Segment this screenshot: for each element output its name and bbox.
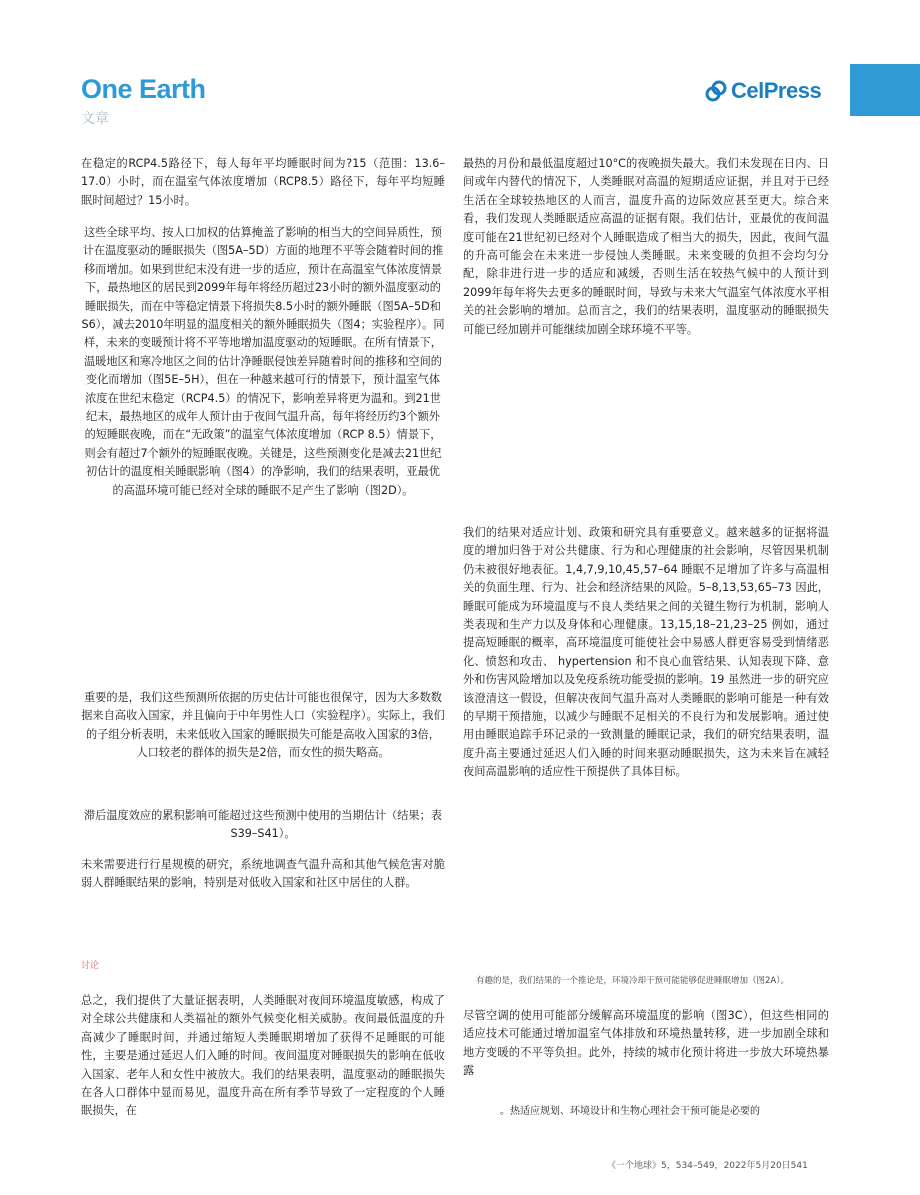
header-accent-bar [850, 64, 920, 116]
section-heading-discussion: 讨论 [81, 961, 100, 971]
left-paragraph-5: 未来需要进行行星规模的研究，系统地调查气温升高和其他气候危害对脆弱人群睡眠结果的影响，特别是对低收入国家和社区中居住的人群。 [81, 858, 445, 890]
figure-note: 有趣的是，我们结果的一个推论是，环境冷却干预可能能够促进睡眠增加（图2A）。 [476, 976, 789, 986]
left-paragraph-6: 总之，我们提供了大量证据表明，人类睡眠对夜间环境温度敏感，构成了对全球公共健康和人类福祉的额外气候变化相关威胁。夜间最低温度的升高减少了睡眠时间，并通过缩短人类睡眠期增加了获得不足睡眠的可能性，主要是通过延迟人们入睡的时间。夜间温度对睡眠损失的影响在低收入国家、老年人和女性中被放大。我们的结果表明，温度驱动的睡眠损失在各人口群体中显而易见，温度升高在所有季节导致了一定程度的个人睡眠损失，在 [81, 994, 445, 1118]
left-paragraph-2: 这些全球平均、按人口加权的估算掩盖了影响的相当大的空间异质性，预计在温度驱动的睡眠损失（图5A–5D）方面的地理不平等会随着时间的推移而增加。如果到世纪末没有进一步的适应，预计在高温室气体浓度情景下，最热地区的居民到2099年每年将经历超过23小时的额外温度驱动的睡眠损失，而在中等稳定情景下将损失8.5小时的额外睡眠（图5A–5D和S6），减去2010年明显的温度相关的额外睡眠损失（图4；实验程序）。同样，未来的变暖预计将不平等地增加温度驱动的短睡眠。在所有情景下，温暖地区和寒冷地区之间的估计净睡眠侵蚀差异随着时间的推移和空间的变化而增加（图5E–5H），但在一种越来越可行的情景下，预计温室气体浓度在世纪末稳定（RCP4.5）的情况下，影响差异将更为温和。到21世纪末，最热地区的成年人预计由于夜间气温升高，每年将经历约3个额外的短睡眠夜晚，而在“无政策”的温室气体浓度增加（RCP 8.5）情景下，则会有超过7个额外的短睡眠夜晚。关键是，这些预测变化是减去21世纪初估计的温度相关睡眠影响（图4）的净影响，我们的结果表明，亚最优的高温环境可能已经对全球的睡眠不足产生了影响（图2D）。 [81, 226, 445, 497]
left-paragraph-1: 在稳定的RCP4.5路径下，每人每年平均睡眠时间为?15（范围：13.6–17.0）小时，而在温室气体浓度增加（RCP8.5）路径下，每年平均短睡眠时间超过？15小时。 [81, 157, 445, 207]
right-paragraph-4: 。热适应规划、环境设计和生物心理社会干预可能是必要的 [500, 1106, 760, 1117]
left-paragraph-3: 重要的是，我们这些预测所依据的历史估计可能也很保守，因为大多数数据来自高收入国家，并且偏向于中年男性人口（实验程序）。实际上，我们的子组分析表明，未来低收入国家的睡眠损失可能是高收入国家的3倍，人口较老的群体的损失是2倍，而女性的损失略高。 [81, 691, 445, 760]
right-paragraph-1: 最热的月份和最低温度超过10°C的夜晚损失最大。我们未发现在日内、日间或年内替代的情况下，人类睡眠对高温的短期适应证据，并且对于已经生活在全球较热地区的人而言，温度升高的边际效应甚至更大。综合来看，我们发现人类睡眠适应高温的证据有限。我们估计，亚最优的夜间温度可能在21世纪初已经对个人睡眠造成了相当大的损失，因此，夜间气温的升高可能会在未来进一步侵蚀人类睡眠。未来变暖的负担不会均匀分配，除非进行进一步的适应和减缓，否则生活在较热气候中的人预计到2099年每年将失去更多的睡眠时间，导致与未来大气温室气体浓度水平相关的社会影响的增加。总而言之，我们的结果表明，温度驱动的睡眠损失可能已经加剧并可能继续加剧全球环境不平等。 [463, 157, 829, 336]
left-paragraph-4: 滞后温度效应的累积影响可能超过这些预测中使用的当期估计（结果；表S39–S41）。 [83, 809, 442, 841]
article-type-label: 文章 [81, 111, 109, 127]
right-paragraph-3: 尽管空调的使用可能部分缓解高环境温度的影响（图3C），但这些相同的适应技术可能通过增加温室气体排放和环境热量转移，进一步加剧全球和地方变暖的不平等负担。此外，持续的城市化预计将进一步放大环境热暴露 [463, 1009, 829, 1078]
publisher-name: CelPress [731, 78, 822, 103]
journal-title: One Earth [81, 74, 206, 104]
cellpress-logo-icon [705, 80, 727, 102]
publisher-logo [705, 78, 821, 104]
page-footer-citation: 《一个地球》5，534–549，2022年5月20日541 [607, 1161, 808, 1171]
right-paragraph-2: 我们的结果对适应计划、政策和研究具有重要意义。越来越多的证据将温度的增加归咎于对公共健康、行为和心理健康的社会影响，尽管因果机制仍未被很好地表征。1,4,7,9,10,45,57–64 睡眠不足增加了许多与高温相关的负面生理、行为、社会和经济结果的风险。5–8,13,53,65–73 因此，睡眠可能成为环境温度与不良人类结果之间的关键生物行为机制，影响人类表现和生产力以及身体和心理健康。13,15,18–21,23–25 例如，通过提高短睡眠的概率，高环境温度可能使社会中易感人群更容易受到情绪恶化、愤怒和攻击、 hypertension 和不良心血管结果、认知表现下降、意外和伤害风险增加以及免疫系统功能受损的影响。19 虽然进一步的研究应该澄清这一假设，但解决夜间气温升高对人类睡眠的影响可能是一种有效的早期干预措施，以减少与睡眠不足相关的不良行为和发展影响。通过使用由睡眠追踪手环记录的一致测量的睡眠记录，我们的研究结果表明，温度升高主要通过延迟人们入睡的时间来驱动睡眠损失，这为未来旨在减轻夜间高温影响的适应性干预提供了具体目标。 [463, 526, 829, 779]
